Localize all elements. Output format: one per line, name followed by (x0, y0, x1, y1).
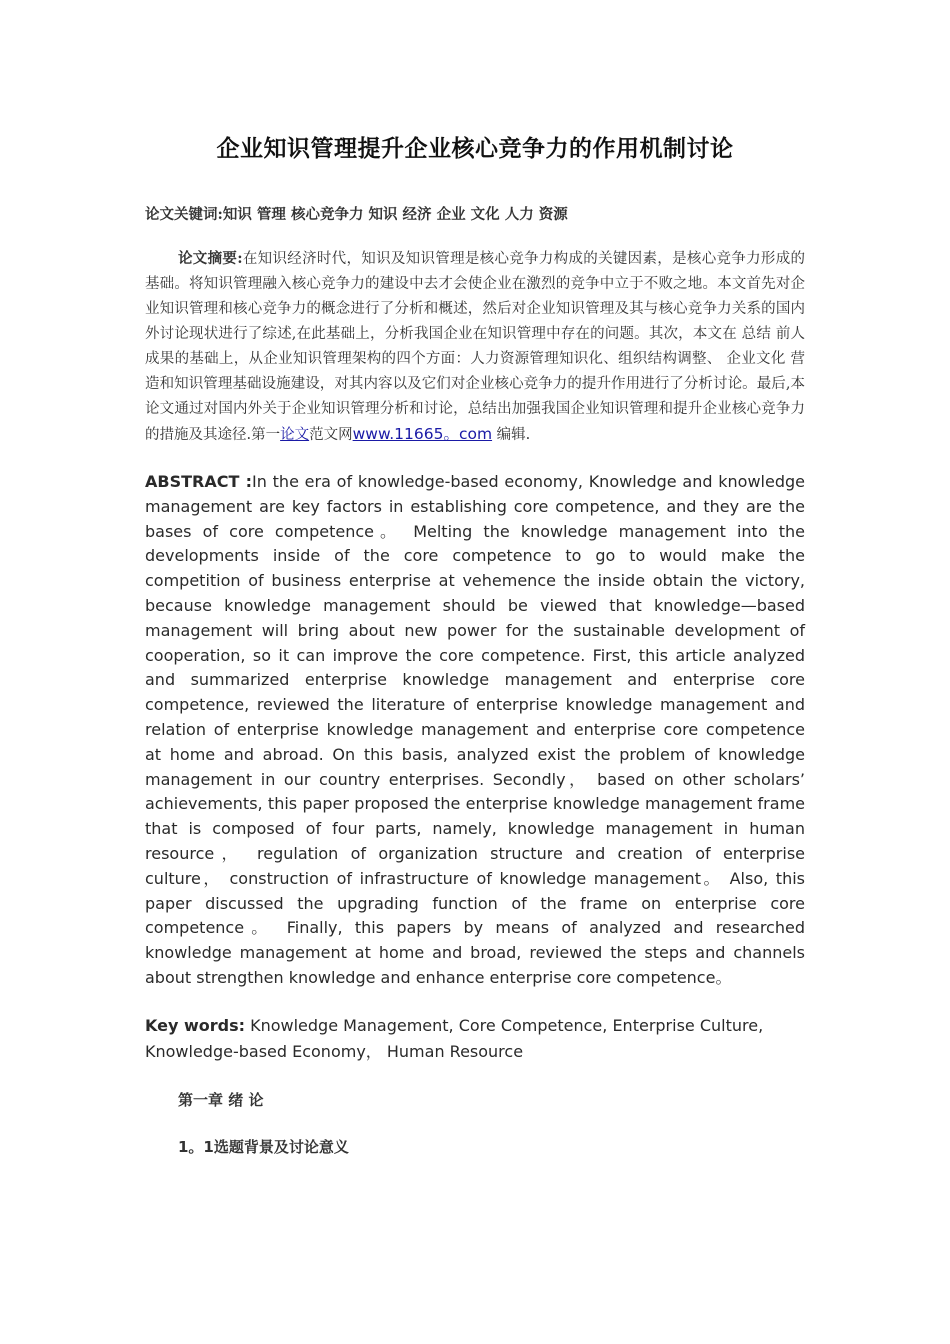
section-title: 选题背景及讨论意义 (213, 1137, 349, 1156)
chinese-keywords (145, 203, 805, 224)
chinese-abstract-tail: 编辑. (492, 427, 531, 443)
chinese-abstract-text: 在知识经济时代，知识及知识管理是核心竞争力构成的关键因素，是核心竞争力形成的基础。将知识管理融入核心竞争力的建设中去才会使企业在激烈的竞争中立于不败之地。本文首先对企业知识管理和核心竞争力的概念进行了分析和概述，然后对企业知识管理及其与核心竞争力关系的国内外讨论现状进行了综述,在此基础上，分析我国企业在知识管理中存在的问题。其次，本文在 总结 前人成果的基础上，从企业知识管理架构的四个方面：人力资源管理知识化、组织结构调整、 企业文化 营造和知识管理基础设施建设，对其内容以及它们对企业核心竞争力的提升作用进行了分析讨论。最后,本论文通过对国内外关于企业知识管理分析和讨论，总结出加强我国企业知识管理和提升企业核心竞争力的措施及其途径.第一 (145, 251, 805, 443)
english-keywords-label: Key words: (145, 1015, 246, 1035)
chinese-abstract (145, 246, 805, 448)
chinese-keywords-text: 知识 管理 核心竞争力 知识 经济 企业 文化 人力 资源 (222, 206, 568, 223)
chinese-abstract-mid: 范文网 (309, 427, 353, 443)
chinese-keywords-label: 论文关键词: (145, 206, 223, 223)
english-keywords (145, 1013, 805, 1065)
document-title: 企业知识管理提升企业核心竞争力的作用机制讨论 (216, 135, 734, 162)
section-number: 1。1 (178, 1137, 214, 1156)
website-link[interactable]: www.11665。com (352, 425, 493, 443)
chapter-heading: 第一章 绪 论 (178, 1090, 264, 1109)
english-abstract (145, 470, 805, 991)
english-abstract-label: ABSTRACT : (145, 472, 253, 491)
chinese-abstract-label: 论文摘要: (178, 250, 243, 267)
section-heading (178, 1136, 805, 1157)
english-abstract-text: In the era of knowledge-based economy, Knowledge and knowledge management are key factors in establishing core competence, and they are the bases of core competence。 Melting the knowledge management into the developments inside of the core competence to go to would make the competition of business enterprise at vehemence the inside obtain the victory, because knowledge management should be viewed that knowledge—based management will bring about new power for the sustainable development of cooperation, so it can improve the core competence. First, this article analyzed and summarized enterprise knowledge management and enterprise core competence, reviewed the literature of enterprise knowledge management and relation of enterprise knowledge management and enterprise core competence at home and abroad. On this basis, analyzed exist the problem of knowledge management in our country enterprises. Secondly， based on other scholars’ achievements, this paper proposed the enterprise knowledge management frame that is composed of four parts, namely, knowledge management in human resource， regulation of organization structure and creation of enterprise culture， construction of infrastructure of knowledge management。 Also, this paper discussed the upgrading function of the frame on enterprise core competence。 Finally, this papers by means of analyzed and researched knowledge management at home and broad, reviewed the steps and channels about strengthen knowledge and enhance enterprise core competence。 (145, 472, 806, 987)
paper-link[interactable]: 论文 (280, 427, 310, 443)
english-keywords-text: Knowledge Management, Core Competence, Enterprise Culture, Knowledge-based Economy， Human Resource (145, 1015, 764, 1061)
document-page (145, 130, 805, 1157)
